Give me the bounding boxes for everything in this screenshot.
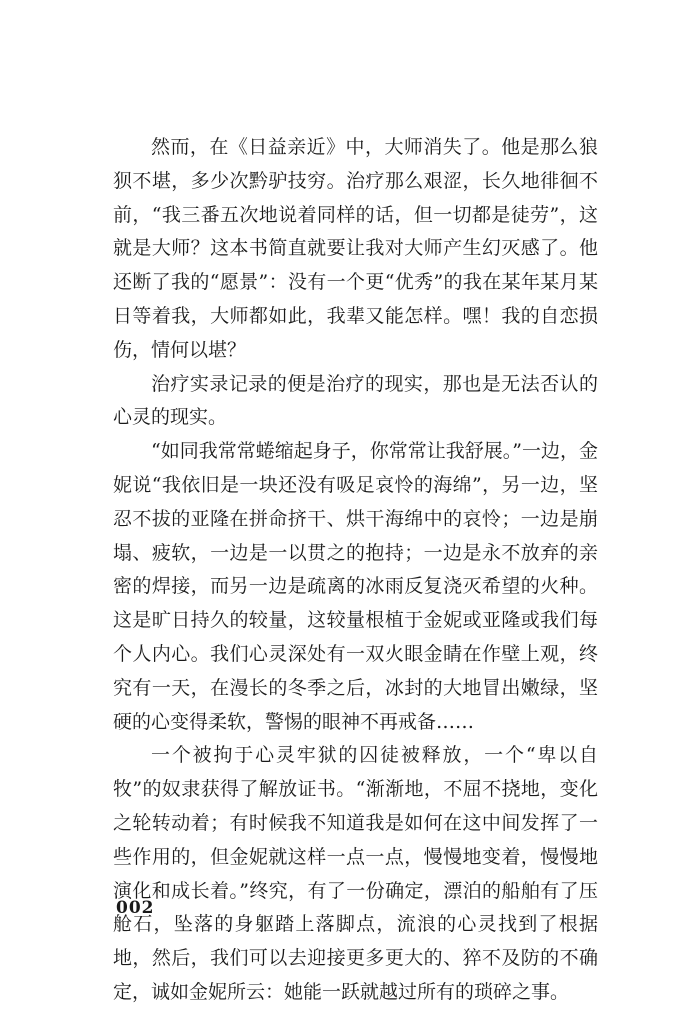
page-number: 002 (116, 898, 155, 918)
body-text (113, 131, 598, 1010)
paragraph: “如同我常常蜷缩起身子，你常常让我舒展。”一边，金妮说“我依旧是一块还没有吸足哀怜的海绵”，另一边，坚忍不拔的亚隆在拼命挤干、烘干海绵中的哀怜；一边是崩塌、疲软，一边是一以贯之的抱持；一边是永不放弃的亲密的焊接，而另一边是疏离的冰雨反复浇灭希望的火种。这是旷日持久的较量，这较量根植于金妮或亚隆或我们每个人内心。我们心灵深处有一双火眼金睛在作壁上观，终究有一天，在漫长的冬季之后，冰封的大地冒出嫩绿，坚硬的心变得柔软，警惕的眼神不再戒备…… (113, 440, 598, 733)
paragraph: 一个被拘于心灵牢狱的囚徒被释放，一个“卑以自牧”的奴隶获得了解放证书。“渐渐地，不屈不挠地，变化之轮转动着；有时候我不知道我是如何在这中间发挥了一些作用的，但金妮就这样一点一点，慢慢地变着，慢慢地演化和成长着。”终究，有了一份确定，漂泊的船舶有了压舱石，坠落的身躯踏上落脚点，流浪的心灵找到了根据地，然后，我们可以去迎接更多更大的、猝不及防的不确定，诚如金妮所云：她能一跃就越过所有的琐碎之事。 (113, 744, 598, 1003)
paragraph: 然而，在《日益亲近》中，大师消失了。他是那么狼狈不堪，多少次黔驴技穷。治疗那么艰涩，长久地徘徊不前，“我三番五次地说着同样的话，但一切都是徒劳”，这就是大师？这本书简直就要让我对大师产生幻灭感了。他还断了我的“愿景”：没有一个更“优秀”的我在某年某月某日等着我，大师都如此，我辈又能怎样。嘿！我的自恋损伤，情何以堪？ (113, 136, 598, 361)
paragraph: 治疗实录记录的便是治疗的现实，那也是无法否认的心灵的现实。 (113, 372, 598, 429)
